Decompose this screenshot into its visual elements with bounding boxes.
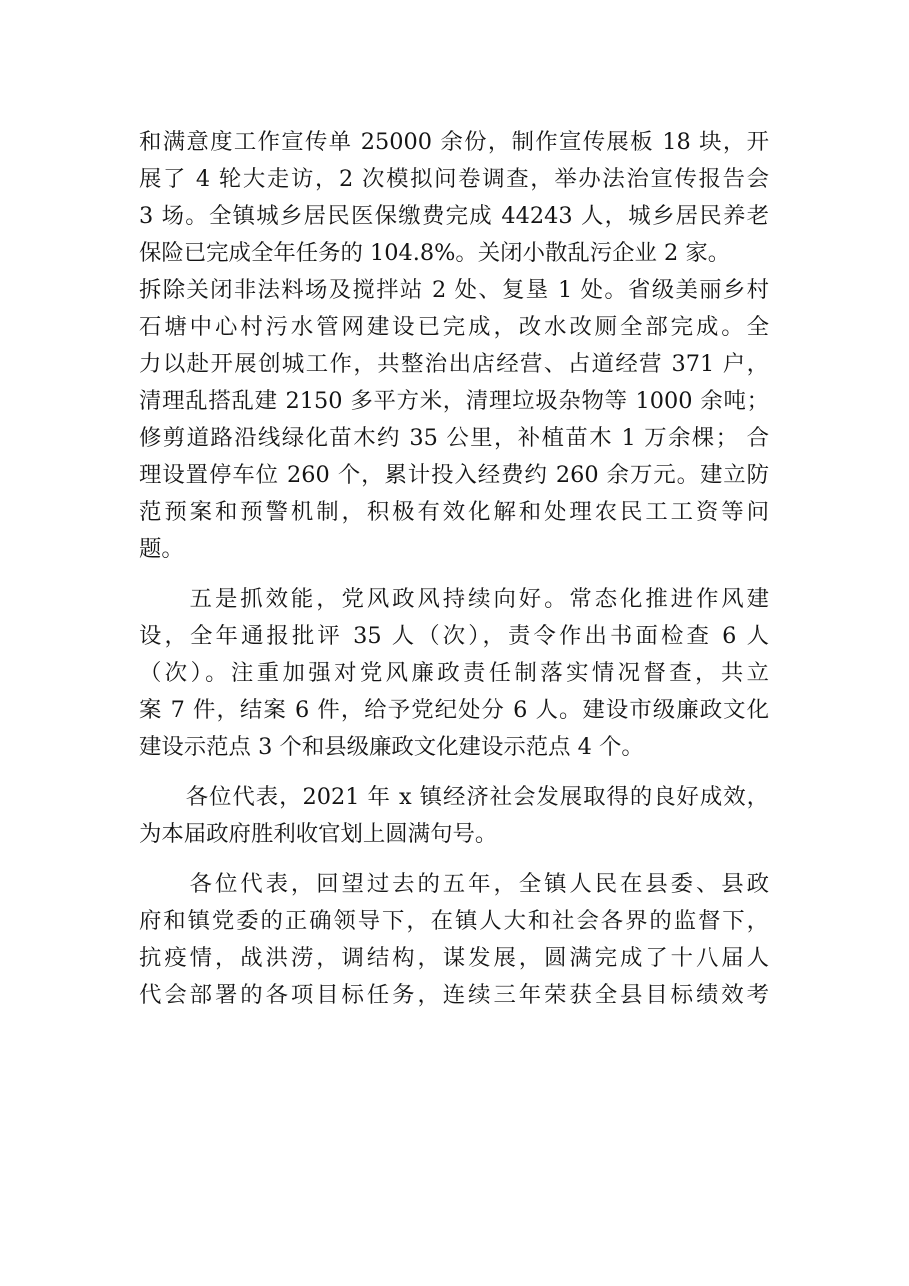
text-line: 范预案和预警机制，积极有效化解和处理农民工工资等问 <box>139 499 769 525</box>
paragraph <box>139 866 769 1014</box>
text-line: 保险已完成全年任务的 104.8%。关闭小散乱污企业 2 家。 <box>139 240 731 266</box>
text-line: 各位代表，回望过去的五年，全镇人民在县委、县政 <box>139 871 769 897</box>
paragraph <box>139 124 769 568</box>
text-line: 设，全年通报批评 35 人（次），责令作出书面检查 6 人 <box>139 623 769 649</box>
text-line: 石塘中心村污水管网建设已完成，改水改厕全部完成。全 <box>139 314 769 340</box>
text-line: 清理乱搭乱建 2150 多平方米，清理垃圾杂物等 1000 余吨； <box>139 388 769 414</box>
text-line: 3 场。全镇城乡居民医保缴费完成 44243 人，城乡居民养老 <box>139 203 769 229</box>
text-line: 各位代表，2021 年 x 镇经济社会发展取得的良好成效， <box>139 784 769 810</box>
document-body <box>139 124 769 1014</box>
text-line: 五是抓效能，党风政风持续向好。常态化推进作风建 <box>139 586 769 612</box>
text-line: 案 7 件，结案 6 件，给予党纪处分 6 人。建设市级廉政文化 <box>139 697 769 723</box>
paragraph-spacer <box>139 766 769 779</box>
paragraph <box>139 581 769 766</box>
text-line: （次）。注重加强对党风廉政责任制落实情况督查，共立 <box>139 660 769 686</box>
text-line: 拆除关闭非法料场及搅拌站 2 处、复垦 1 处。省级美丽乡村 <box>139 277 769 303</box>
text-line: 理设置停车位 260 个，累计投入经费约 260 余万元。建立防 <box>139 462 769 488</box>
paragraph-spacer <box>139 853 769 866</box>
text-line: 代会部署的各项目标任务，连续三年荣获全县目标绩效考 <box>139 982 769 1008</box>
text-line: 和满意度工作宣传单 25000 余份，制作宣传展板 18 块，开 <box>139 129 769 155</box>
paragraph <box>139 779 769 853</box>
text-line: 力以赴开展创城工作，共整治出店经营、占道经营 371 户， <box>139 351 769 377</box>
text-line: 建设示范点 3 个和县级廉政文化建设示范点 4 个。 <box>139 734 644 760</box>
text-line: 为本届政府胜利收官划上圆满句号。 <box>139 821 498 847</box>
text-line: 府和镇党委的正确领导下，在镇人大和社会各界的监督下， <box>139 908 769 934</box>
text-line: 抗疫情，战洪涝，调结构，谋发展，圆满完成了十八届人 <box>139 945 769 971</box>
paragraph-spacer <box>139 568 769 581</box>
text-line: 修剪道路沿线绿化苗木约 35 公里，补植苗木 1 万余棵； 合 <box>139 425 769 451</box>
text-line: 展了 4 轮大走访，2 次模拟问卷调查，举办法治宣传报告会 <box>139 166 769 192</box>
text-line: 题。 <box>139 536 184 562</box>
